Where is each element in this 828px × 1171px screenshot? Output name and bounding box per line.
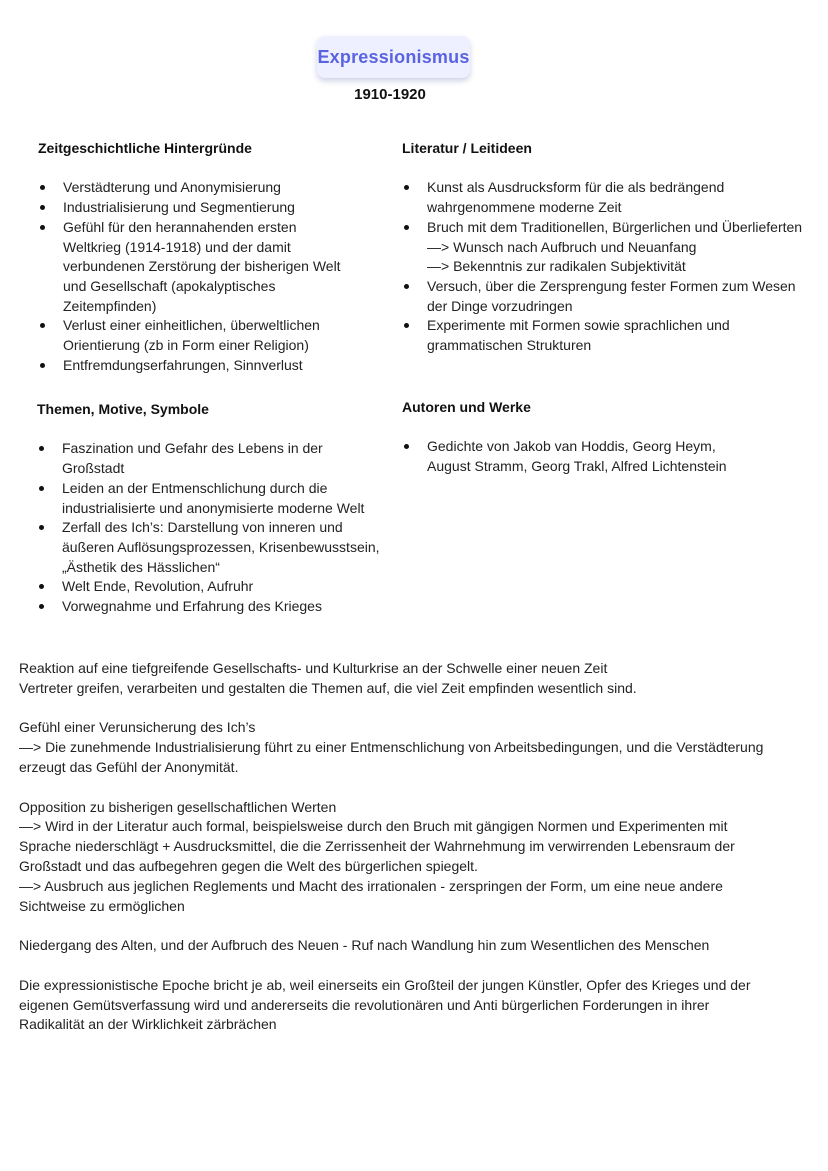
list-item: [402, 178, 822, 217]
list-item: [38, 356, 378, 376]
paragraph-line: Sprache niederschlägt + Ausdrucksmittel, die die Zerrissenheit der Wahrnehmung im verwirrenden Lebensraum der: [19, 838, 735, 855]
list-item: [37, 518, 387, 577]
list-item-line: verbundenen Zerstörung der bisherigen Welt: [63, 258, 341, 275]
section-zeitgeschichte: [38, 139, 378, 375]
paragraph: [19, 798, 814, 917]
list-item-line: Verlust einer einheitlichen, überweltlichen: [63, 317, 320, 334]
list-item-line: Faszination und Gefahr des Lebens in der: [62, 440, 323, 457]
list-item-line: der Dinge vorzudringen: [427, 297, 573, 314]
list-item-line: „Ästhetik des Hässlichen“: [62, 558, 220, 575]
list-item-line: Weltkrieg (1914-1918) und der damit: [63, 238, 291, 255]
list-item: [402, 316, 822, 355]
section-autoren: [402, 398, 782, 477]
list-item-line: wahrgenommene moderne Zeit: [427, 199, 622, 216]
paragraph-line: Opposition zu bisherigen gesellschaftlichen Werten: [19, 798, 337, 815]
list-item: [37, 439, 387, 478]
list-item-line: —> Bekenntnis zur radikalen Subjektivität: [427, 258, 686, 275]
section-heading: Zeitgeschichtliche Hintergründe: [38, 140, 252, 156]
list-item: [38, 316, 378, 355]
list-item: [38, 178, 378, 198]
list-item-line: Verstädterung und Anonymisierung: [63, 179, 281, 196]
list-item-line: Industrialisierung und Segmentierung: [63, 199, 295, 216]
paragraph-line: Großstadt und das aufbegehren gegen die Welt des bürgerlichen spiegelt.: [19, 857, 478, 874]
bullet-list: [402, 178, 822, 355]
list-item-line: Zeitempfinden): [63, 297, 157, 314]
list-item-line: Vorwegnahme und Erfahrung des Krieges: [62, 598, 322, 615]
list-item: [402, 277, 822, 316]
list-item-line: und Gesellschaft (apokalyptisches: [63, 277, 276, 294]
paragraph: [19, 659, 814, 699]
list-item-line: Gedichte von Jakob van Hoddis, Georg Heym,: [427, 438, 716, 455]
list-item: [402, 218, 822, 277]
section-heading: Autoren und Werke: [402, 399, 531, 415]
paragraph-line: —> Wird in der Literatur auch formal, beispielsweise durch den Bruch mit gängigen Normen und Experimenten mit: [19, 818, 728, 835]
list-item-line: —> Wunsch nach Aufbruch und Neuanfang: [427, 238, 697, 255]
list-item: [38, 198, 378, 218]
section-heading: Themen, Motive, Symbole: [37, 401, 209, 417]
paragraph-line: Reaktion auf eine tiefgreifende Gesellschafts- und Kulturkrise an der Schwelle einer neuen Zeit: [19, 660, 608, 676]
paragraph-line: Niedergang des Alten, und der Aufbruch des Neuen - Ruf nach Wandlung hin zum Wesentlichen des Menschen: [19, 937, 710, 954]
bullet-list: [37, 439, 387, 616]
list-item-line: Zerfall des Ich’s: Darstellung von inneren und: [62, 519, 343, 536]
paragraph: [19, 976, 814, 1035]
paragraph-line: Radikalität an der Wirklichkeit zärbrächen: [19, 1016, 277, 1033]
list-item-line: Experimente mit Formen sowie sprachlichen und: [427, 317, 730, 334]
paragraph-line: —> Ausbruch aus jeglichen Reglements und Macht des irrationalen - zerspringen der Form, um eine neue andere: [19, 877, 723, 894]
list-item-line: Orientierung (zb in Form einer Religion): [63, 337, 309, 354]
bullet-list: [402, 437, 782, 476]
list-item-line: Versuch, über die Zersprengung fester Formen zum Wesen: [427, 277, 796, 294]
paragraph: [19, 936, 814, 956]
paragraph: [19, 718, 814, 777]
list-item-line: Großstadt: [62, 460, 125, 477]
list-item-line: August Stramm, Georg Trakl, Alfred Lichtenstein: [427, 458, 727, 475]
section-literatur: [402, 139, 822, 356]
list-item: [37, 479, 387, 518]
body-text: [19, 659, 814, 1035]
paragraph-line: Die expressionistische Epoche bricht je ab, weil einerseits ein Großteil der jungen Künstler, Opfer des Krieges und der: [19, 976, 751, 993]
period-label: 1910-1920: [354, 86, 426, 103]
list-item: [402, 437, 782, 476]
paragraph-line: —> Die zunehmende Industrialisierung führt zu einer Entmenschlichung von Arbeitsbedingungen, und die Verstädterung: [19, 739, 764, 756]
section-themen: [37, 400, 387, 617]
list-item-line: grammatischen Strukturen: [427, 337, 592, 354]
paragraph-line: eigenen Gemütsverfassung wird und andererseits die revolutionären und Anti bürgerlichen Forderungen in ihrer: [19, 996, 710, 1013]
section-heading: Literatur / Leitideen: [402, 140, 532, 156]
list-item: [37, 597, 387, 617]
list-item: [37, 577, 387, 597]
list-item-line: Leiden an der Entmenschlichung durch die: [62, 479, 328, 496]
list-item-line: Welt Ende, Revolution, Aufruhr: [62, 578, 254, 595]
page-title: Expressionismus: [317, 36, 470, 78]
paragraph-line: Sichtweise zu ermöglichen: [19, 897, 185, 914]
list-item-line: Gefühl für den herannahenden ersten: [63, 218, 297, 235]
list-item-line: äußeren Auflösungsprozessen, Krisenbewusstsein,: [62, 538, 380, 555]
list-item-line: industrialisierte und anonymisierte moderne Welt: [62, 499, 365, 516]
list-item-line: Kunst als Ausdrucksform für die als bedrängend: [427, 179, 725, 196]
paragraph-line: erzeugt das Gefühl der Anonymität.: [19, 758, 239, 775]
list-item-line: Bruch mit dem Traditionellen, Bürgerlichen und Überlieferten: [427, 218, 803, 235]
paragraph-line: Vertreter greifen, verarbeiten und gestalten die Themen auf, die viel Zeit empfinden wesentlich sind.: [19, 679, 637, 696]
list-item: [38, 218, 378, 317]
bullet-list: [38, 178, 378, 375]
paragraph-line: Gefühl einer Verunsicherung des Ich’s: [19, 719, 256, 736]
list-item-line: Entfremdungserfahrungen, Sinnverlust: [63, 356, 303, 373]
